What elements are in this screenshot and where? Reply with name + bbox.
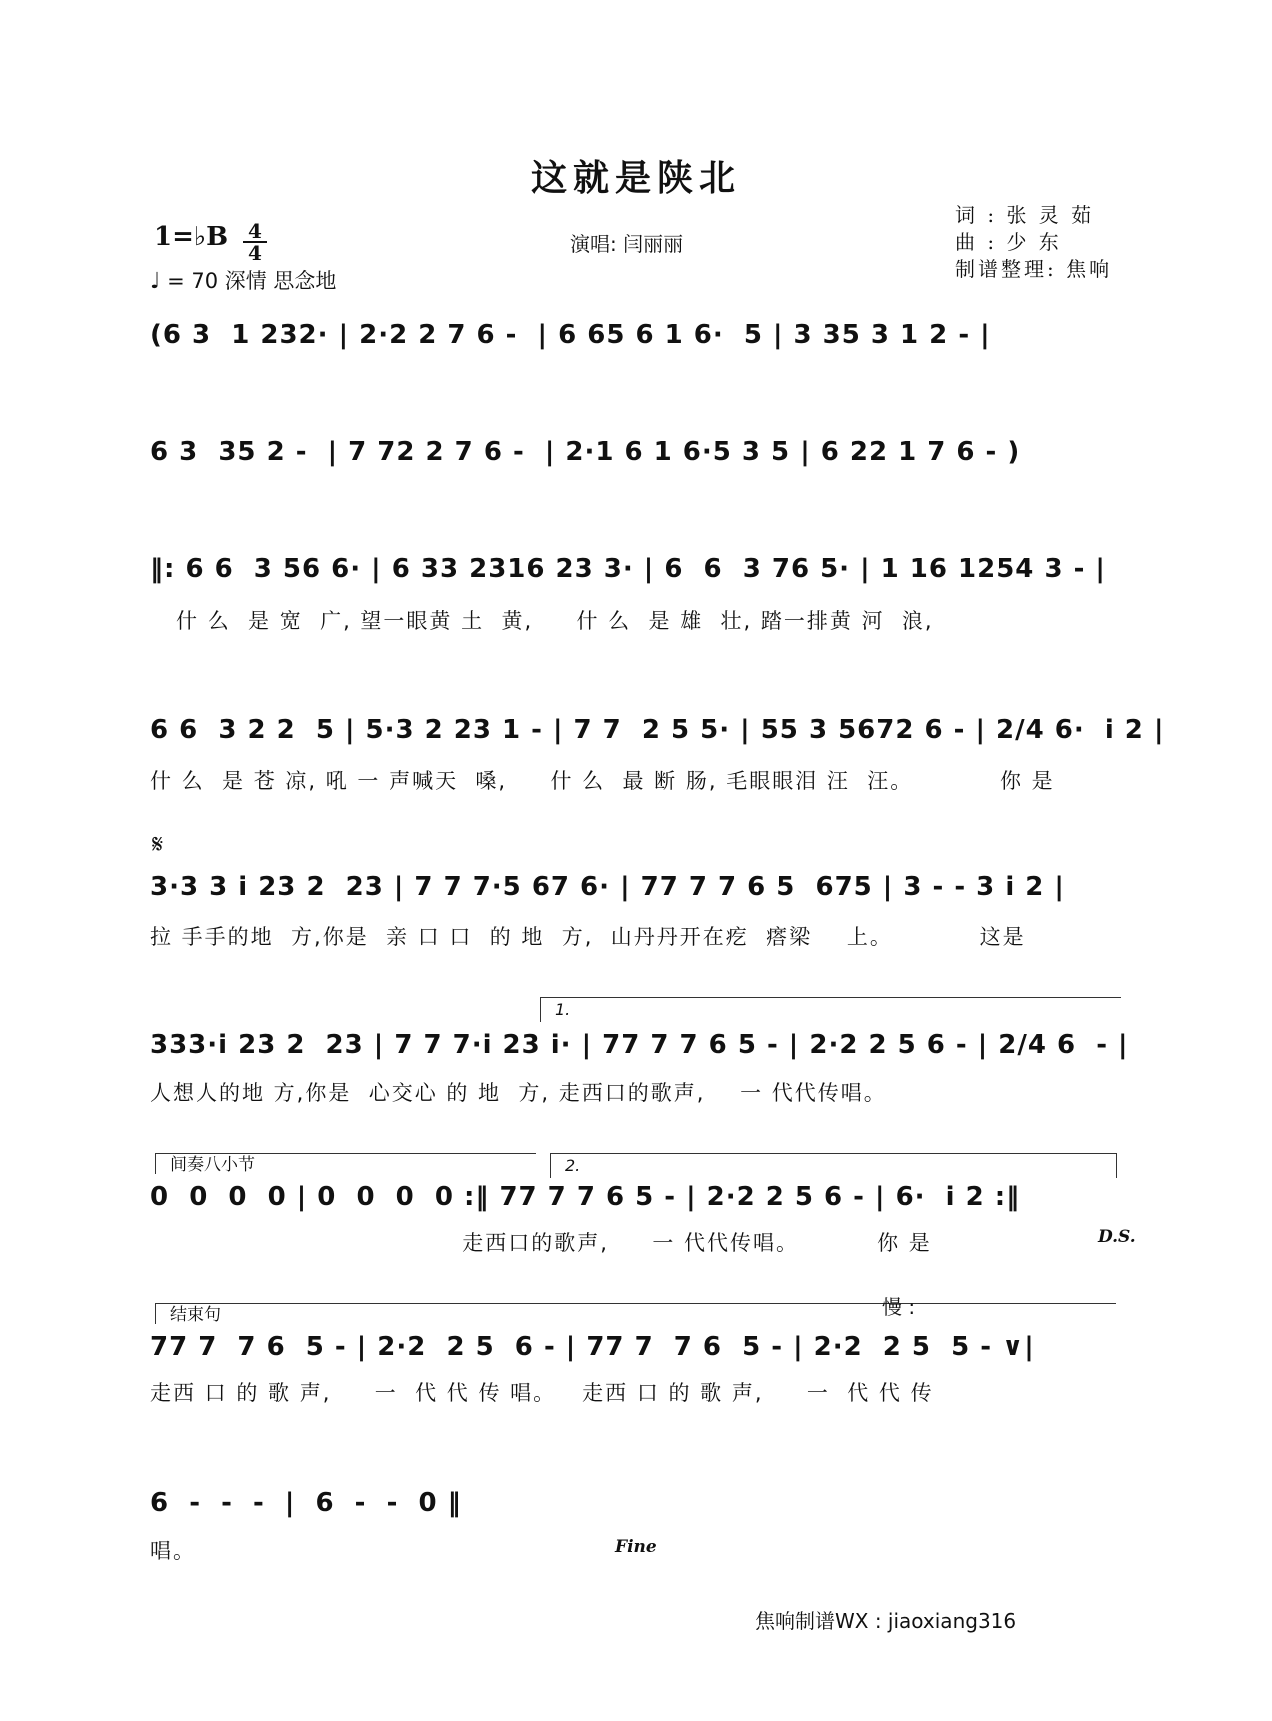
footer-credit: 焦响制谱WX : jiaoxiang316 [755, 1609, 1017, 1633]
coda-box [155, 1303, 1116, 1324]
lyricist: 词 : 张 灵 茹 [955, 203, 1095, 227]
system-7-lyrics: 走西口的歌声, 一 代代传唱。 你 是 [150, 1231, 932, 1255]
time-signature-bottom: 4 [248, 241, 262, 265]
system-5-music: 3·3 3 i 23 2 23 | 7 7 7·5 67 6· | 77 7 7 6 5 675 | 3 - - 3 i 2 | [150, 872, 1065, 902]
coda-label: 结束句 [170, 1305, 221, 1325]
system-8-lyrics: 走西 口 的 歌 声, 一 代 代 传 唱。 走西 口 的 歌 声, 一 代 代 传 [150, 1381, 934, 1405]
system-2-music: 6 3 35 2 - | 7 72 2 7 6 - | 2·1 6 1 6·5 3 5 | 6 22 1 7 6 - ) [150, 437, 1021, 467]
time-signature-top: 4 [248, 219, 262, 243]
interlude-label: 间奏八小节 [170, 1155, 255, 1175]
tempo-marking [150, 265, 336, 295]
singer: 演唱: 闫丽丽 [570, 232, 684, 256]
quarter-note-icon: ♩ [150, 269, 161, 294]
system-8-music: 77 7 7 6 5 - | 2·2 2 5 6 - | 77 7 7 6 5 - | 2·2 2 5 5 - ∨| [150, 1332, 1035, 1362]
interlude-box [155, 1153, 536, 1174]
system-6-lyrics: 人想人的地 方,你是 心交心 的 地 方, 走西口的歌声, 一 代代传唱。 [150, 1081, 887, 1105]
system-3-lyrics: 什 么 是 宽 广, 望一眼黄 土 黄, 什 么 是 雄 壮, 踏一排黄 河 浪, [150, 609, 934, 633]
fine-mark: Fine [615, 1537, 657, 1557]
arranger: 制谱整理: 焦响 [955, 257, 1113, 281]
system-4-music: 6 6 3 2 2 5 | 5·3 2 23 1 - | 7 7 2 5 5· | 55 3 5672 6 - | 2/4 6· i 2 | [150, 715, 1165, 745]
credits [955, 202, 1112, 283]
tempo-change: 慢 : [882, 1295, 916, 1319]
second-ending-label: 2. [565, 1156, 581, 1175]
system-5-lyrics: 拉 手手的地 方,你是 亲 口 口 的 地 方, 山丹丹开在疙 瘩梁 上。 这是 [150, 925, 1026, 949]
first-ending-label: 1. [555, 1000, 571, 1019]
composer: 曲 : 少 东 [955, 230, 1062, 254]
system-1-music: (6 3 1 232· | 2·2 2 7 6 - | 6 65 6 1 6· 5 | 3 35 3 1 2 - | [150, 320, 991, 350]
segno-icon: 𝄋 [152, 830, 164, 860]
song-title: 这就是陕北 [530, 157, 741, 199]
system-9-lyrics: 唱。 [150, 1539, 196, 1563]
system-7-music: 0 0 0 0 | 0 0 0 0 :‖ 77 7 7 6 5 - | 2·2 2 5 6 - | 6· i 2 :‖ [150, 1182, 1021, 1212]
key-signature: 1=♭B [154, 222, 229, 252]
system-3-music: ‖: 6 6 3 56 6· | 6 33 2316 23 3· | 6 6 3 76 5· | 1 16 1254 3 - | [150, 554, 1106, 584]
system-9-music: 6 - - - | 6 - - 0 ‖ [150, 1488, 462, 1518]
second-ending-bracket [550, 1153, 1117, 1178]
first-ending-bracket [540, 997, 1121, 1022]
tempo-text: = 70 深情 思念地 [167, 269, 337, 293]
time-signature [243, 219, 267, 265]
system-4-lyrics: 什 么 是 苍 凉, 吼 一 声喊天 嗓, 什 么 最 断 肠, 毛眼眼泪 汪 汪。 你 是 [150, 769, 1055, 793]
system-6-music: 333·i 23 2 23 | 7 7 7·i 23 i· | 77 7 7 6 5 - | 2·2 2 5 6 - | 2/4 6 - | [150, 1030, 1129, 1060]
dal-segno-mark: D.S. [1098, 1227, 1136, 1247]
